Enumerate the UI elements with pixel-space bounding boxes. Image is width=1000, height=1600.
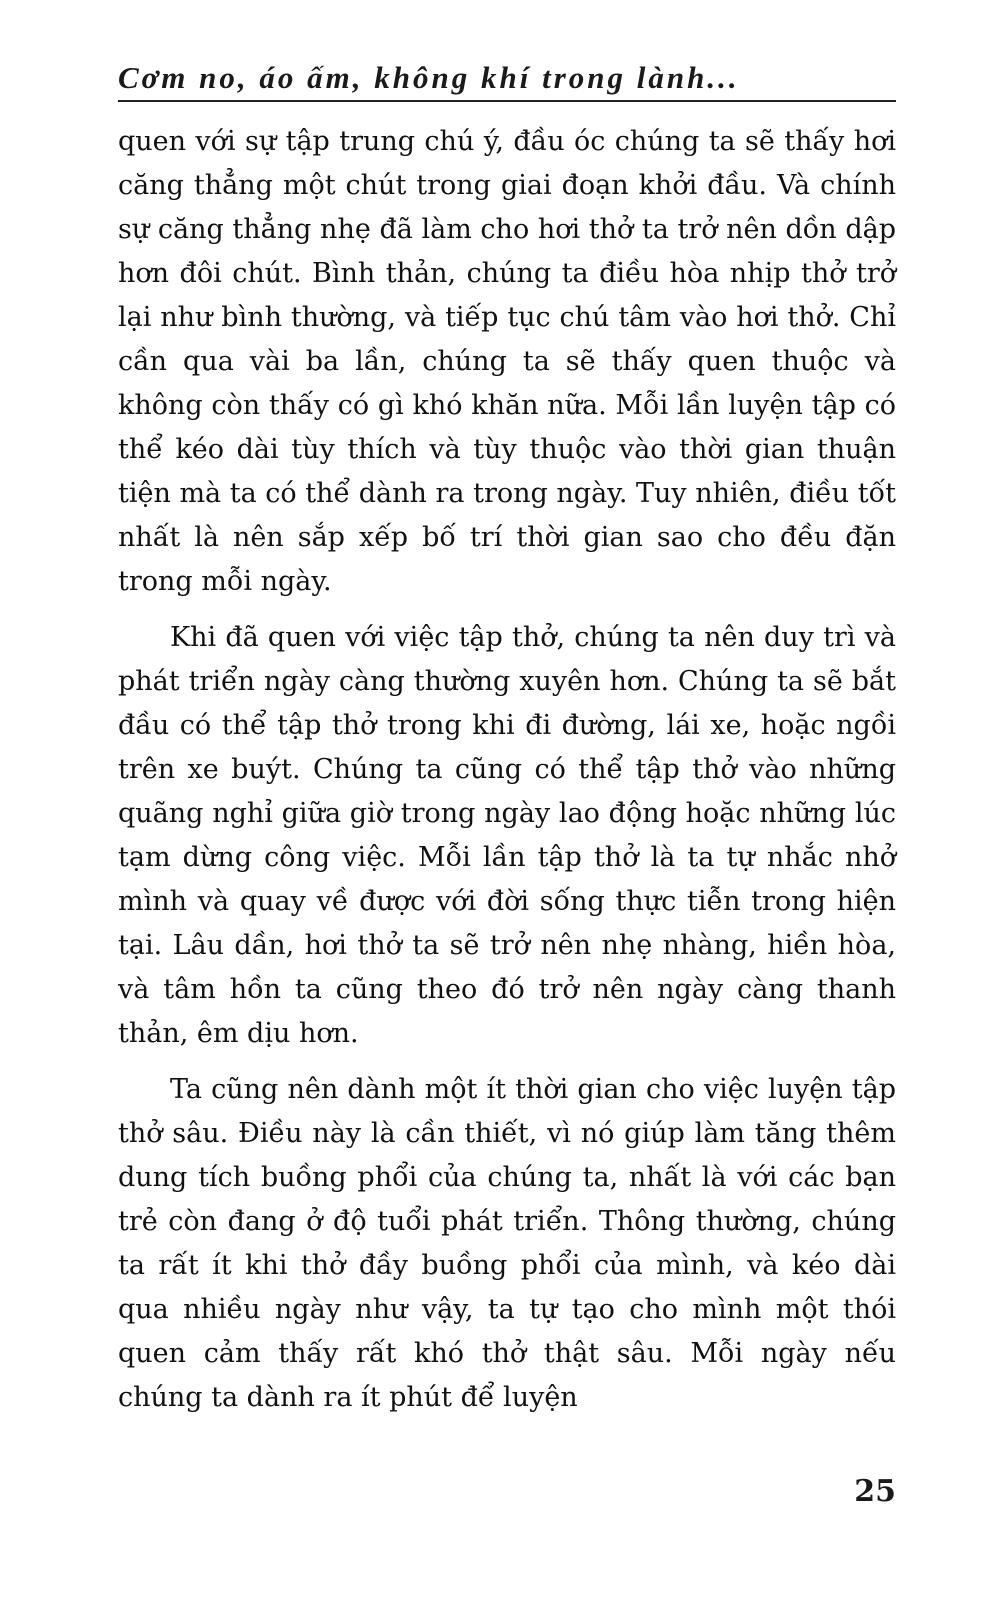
- running-header-title: Cơm no, áo ấm, không khí trong lành...: [118, 60, 740, 95]
- header-divider: [118, 100, 896, 102]
- paragraph-1: quen với sự tập trung chú ý, đầu óc chúng ta sẽ thấy hơi căng thẳng một chút trong giai đoạn khởi đầu. Và chính sự căng thẳng nhẹ đã làm cho hơi thở ta trở nên dồn dập hơn đôi chút. Bình thản, chúng ta điều hòa nhịp thở trở lại như bình thường, và tiếp tục chú tâm vào hơi thở. Chỉ cần qua vài ba lần, chúng ta sẽ thấy quen thuộc và không còn thấy có gì khó khăn nữa. Mỗi lần luyện tập có thể kéo dài tùy thích và tùy thuộc vào thời gian thuận tiện mà ta có thể dành ra trong ngày. Tuy nhiên, điều tốt nhất là nên sắp xếp bố trí thời gian sao cho đều đặn trong mỗi ngày.: [118, 126, 896, 597]
- page-number: 25: [854, 1474, 896, 1509]
- body-text: [118, 120, 896, 1420]
- paragraph-3: Ta cũng nên dành một ít thời gian cho việc luyện tập thở sâu. Điều này là cần thiết, vì nó giúp làm tăng thêm dung tích buồng phổi của chúng ta, nhất là với các bạn trẻ còn đang ở độ tuổi phát triển. Thông thường, chúng ta rất ít khi thở đầy buồng phổi của mình, và kéo dài qua nhiều ngày như vậy, ta tự tạo cho mình một thói quen cảm thấy rất khó thở thật sâu. Mỗi ngày nếu chúng ta dành ra ít phút để luyện: [118, 1074, 896, 1413]
- paragraph-2: Khi đã quen với việc tập thở, chúng ta nên duy trì và phát triển ngày càng thường xuyên hơn. Chúng ta sẽ bắt đầu có thể tập thở trong khi đi đường, lái xe, hoặc ngồi trên xe buýt. Chúng ta cũng có thể tập thở vào những quãng nghỉ giữa giờ trong ngày lao động hoặc những lúc tạm dừng công việc. Mỗi lần tập thở là ta tự nhắc nhở mình và quay về được với đời sống thực tiễn trong hiện tại. Lâu dần, hơi thở ta sẽ trở nên nhẹ nhàng, hiền hòa, và tâm hồn ta cũng theo đó trở nên ngày càng thanh thản, êm dịu hơn.: [118, 622, 896, 1049]
